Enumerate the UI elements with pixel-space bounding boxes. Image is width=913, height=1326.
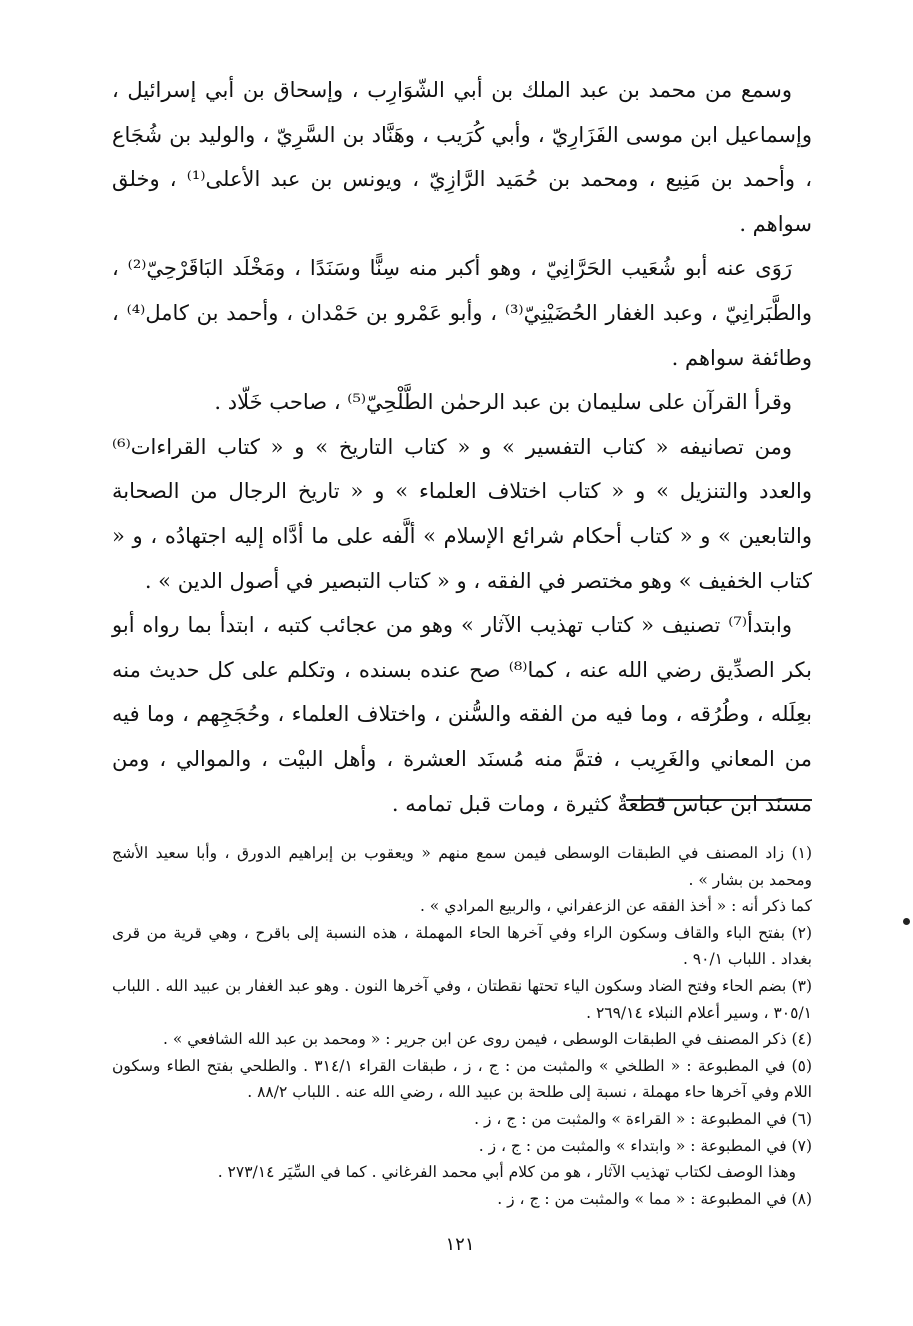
footnote-line: (٢) بفتح الباء والقاف وسكون الراء وفي آخرها الحاء المهملة ، هذه النسبة إلى باقرح ، وهي قرية من قرى بغداد . اللباب ٩٠/١ . xyxy=(112,923,812,969)
paragraph-tahdhib-al-athar: وابتدأ⁽⁷⁾ تصنيف « كتاب تهذيب الآثار » وهو من عجائب كتبه ، ابتدأ بما رواه أبو بكر الصدِّيق رضي الله عنه ، كما⁽⁸⁾ صح عنده بسنده ، وتكلم على كل حديث منه بعِلَله ، وطُرُقه ، وما فيه من الفقه والسُّنن ، واختلاف العلماء ، وحُجَجِهم ، وما فيه من المعاني والغَرِيب ، فتمَّ منه مُسنَد العشرة ، وأهل البيْت ، والموالي ، ومن مسنَد ابن عباس قطعةٌ كثيرة ، ومات قبل تمامه . xyxy=(112,613,812,816)
footnote-line: (١) زاد المصنف في الطبقات الوسطى فيمن سمع منهم « ويعقوب بن إبراهيم الدورق ، وأبا سعيد الأشج ومحمد بن بشار » . xyxy=(112,844,812,889)
footnote-6 xyxy=(112,1106,812,1133)
paragraph-quran-reading: وقرأ القرآن على سليمان بن عبد الرحمٰن الطَّلْحِيّ⁽⁵⁾ ، صاحب خَلّاد . xyxy=(214,390,792,415)
footnote-line: (٨) في المطبوعة : « مما » والمثبت من : ج ، ز . xyxy=(497,1189,812,1208)
page-number: ١٢١ xyxy=(445,1234,475,1255)
footnote-8 xyxy=(112,1186,812,1213)
footnote-4 xyxy=(112,1026,812,1053)
footnote-3 xyxy=(112,973,812,1026)
paragraph-works: ومن تصانيفه « كتاب التفسير » و « كتاب التاريخ » و « كتاب القراءات⁽⁶⁾ والعدد والتنزيل » و « كتاب اختلاف العلماء » و « تاريخ الرجال من الصحابة والتابعين » و « كتاب أحكام شرائع الإسلام » ألَّفه على ما أدَّاه إليه اجتهادُه ، و « كتاب الخفيف » وهو مختصر في الفقه ، و « كتاب التبصير في أصول الدين » . xyxy=(112,434,812,593)
footnote-7 xyxy=(112,1133,812,1186)
footnote-line: (٣) بضم الحاء وفتح الضاد وسكون الياء تحتها نقطتان ، وفي آخرها النون . وهو عبد الغفار بن عبيد الله . اللباب ٣٠٥/١ ، وسير أعلام النبلاء ٢٦٩/١٤ . xyxy=(112,976,812,1022)
paragraph-teachers: وسمع من محمد بن عبد الملك بن أبي الشّوَارِب ، وإسحاق بن أبي إسرائيل ، وإسماعيل ابن موسى الفَزَارِيّ ، وأبي كُرَيب ، وهَنَّاد بن السَّرِيّ ، والوليد بن شُجَاع ، وأحمد بن مَنِيع ، ومحمد بن حُمَيد الرَّازِيّ ، ويونس بن عبد الأعلى⁽¹⁾ ، وخلق سواهم . xyxy=(112,78,813,236)
footnotes xyxy=(112,840,812,1212)
footnote-line: كما ذكر أنه : « أخذ الفقه عن الزعفراني ، والربيع المرادي » . xyxy=(419,897,812,916)
footnote-5 xyxy=(112,1053,812,1106)
footnote-2 xyxy=(112,920,812,973)
paragraph-students: رَوَى عنه أبو شُعَيب الحَرَّانِيّ ، وهو أكبر منه سِنًّا وسَنَدًا ، ومَخْلَد البَاقَرْحِيّ⁽²⁾ ، والطَّبَرانِيّ ، وعبد الغفار الحُضَيْنِيّ⁽³⁾ ، وأبو عَمْرو بن حَمْدان ، وأحمد بن كامل⁽⁴⁾ ، وطائفة سواهم . xyxy=(112,256,812,370)
footnote-line: (٧) في المطبوعة : « وابتداء » والمثبت من : ج ، ز . xyxy=(478,1136,812,1155)
margin-mark xyxy=(903,918,910,925)
footnote-line: (٦) في المطبوعة : « القراءة » والمثبت من : ج ، ز . xyxy=(474,1109,812,1128)
footnote-line: وهذا الوصف لكتاب تهذيب الآثار ، هو من كلام أبي محمد الفرغاني . كما في السِّيَر ٢٧٣/١٤ . xyxy=(217,1163,796,1182)
footnote-separator xyxy=(626,799,812,801)
main-text xyxy=(112,68,812,826)
footnote-1 xyxy=(112,840,812,920)
footnote-line: (٤) ذكر المصنف في الطبقات الوسطى ، فيمن روى عن ابن جرير : « ومحمد بن عبد الله الشافعي » . xyxy=(163,1030,812,1049)
footnote-line: (٥) في المطبوعة : « الطلخي » والمثبت من : ج ، ز ، طبقات القراء ٣١٤/١ . والطلحي بفتح الطاء وسكون اللام وفي آخرها حاء مهملة ، نسبة إلى طلحة بن عبيد الله ، رضي الله عنه . اللباب ٨٨/٢ . xyxy=(112,1056,812,1102)
